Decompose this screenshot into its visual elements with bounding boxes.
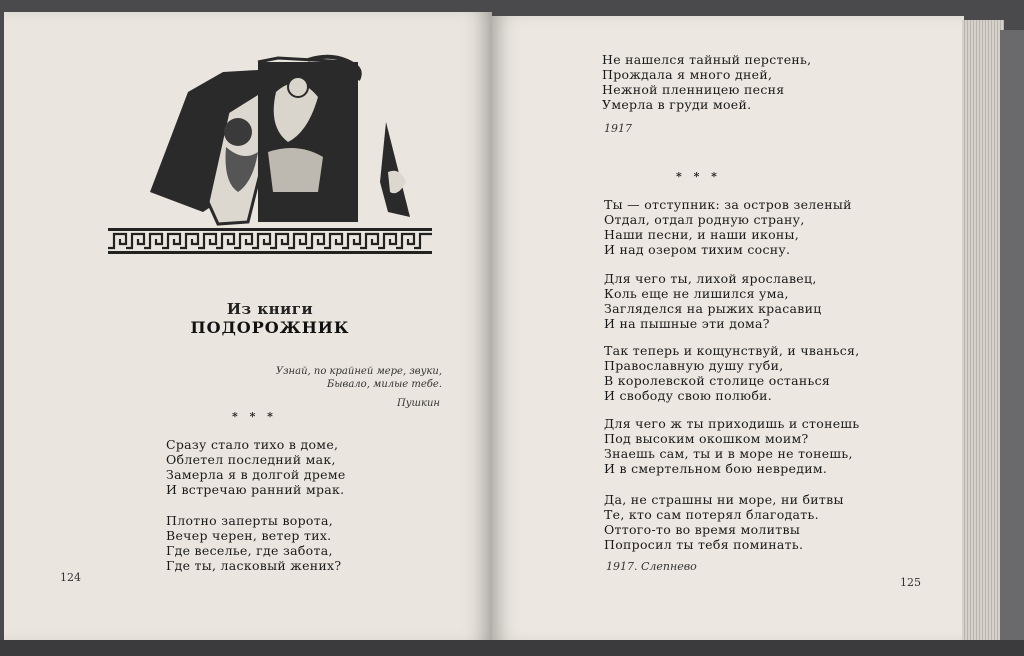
- verse-line: В королевской столице останься: [604, 373, 831, 388]
- stanza: [166, 513, 341, 573]
- verse-line: Сразу стало тихо в доме,: [166, 437, 339, 452]
- epigraph-line: Узнай, по крайней мере, звуки,: [275, 366, 442, 377]
- section-title: ПОДОРОЖНИК: [190, 318, 350, 337]
- verse-line: Коль еще не лишился ума,: [604, 286, 789, 301]
- verse-line: И над озером тихим сосну.: [604, 242, 791, 257]
- verse-line: И на пышные эти дома?: [604, 316, 770, 331]
- verse-line: Нежной пленницею песня: [602, 82, 785, 97]
- verse-line: Вечер черен, ветер тих.: [166, 528, 332, 543]
- section-label: Из книги: [226, 300, 314, 318]
- stanza: [604, 343, 860, 403]
- book-bottom-shadow: [0, 640, 1024, 656]
- epigraph-line: Бывало, милые тебе.: [327, 379, 442, 390]
- greek-key-border: [108, 228, 432, 254]
- verse-line: Ты — отступник: за остров зеленый: [604, 197, 852, 212]
- verse-line: И встречаю ранний мрак.: [166, 482, 345, 497]
- verse-line: Оттого-то во время молитвы: [604, 522, 801, 537]
- page-number-left: 124: [60, 571, 81, 584]
- verse-line: Да, не страшны ни море, ни битвы: [604, 492, 844, 507]
- verse-line: Облетел последний мак,: [166, 452, 336, 467]
- epigraph: [260, 365, 442, 391]
- stanza: [166, 437, 346, 497]
- verse-line: Умерла в груди моей.: [602, 97, 752, 112]
- verse-line: Плотно заперты ворота,: [166, 513, 333, 528]
- stanza: [604, 197, 852, 257]
- verse-line: Православную душу губи,: [604, 358, 784, 373]
- verse-line: Те, кто сам потерял благодать.: [604, 507, 819, 522]
- verse-line: Попросил ты тебя поминать.: [604, 537, 804, 552]
- verse-line: Отдал, отдал родную страну,: [604, 212, 805, 227]
- verse-line: Загляделся на рыжих красавиц: [604, 301, 822, 316]
- page-number-right: 125: [900, 576, 921, 589]
- verse-line: Замерла я в долгой дреме: [166, 467, 346, 482]
- verse-line: И свободу свою полюби.: [604, 388, 773, 403]
- stanza: [602, 52, 811, 112]
- verse-line: Под высоким окошком моим?: [604, 431, 809, 446]
- stanza: [604, 271, 822, 331]
- poem-date-place: 1917. Слепнево: [606, 560, 697, 573]
- verse-line: Так теперь и кощунствуй, и чванься,: [604, 343, 860, 358]
- verse-line: Для чего ж ты приходишь и стонешь: [604, 416, 860, 431]
- verse-line: Прождала я много дней,: [602, 67, 773, 82]
- verse-line: Для чего ты, лихой ярославец,: [604, 271, 817, 286]
- stanza: [604, 416, 859, 476]
- epigraph-author: Пушкин: [397, 398, 440, 409]
- verse-line: Не нашелся тайный перстень,: [602, 52, 812, 67]
- page-edges: [962, 20, 1004, 642]
- verse-line: И в смертельном бою невредим.: [604, 461, 828, 476]
- verse-line: Где ты, ласковый жених?: [166, 558, 342, 573]
- book-cover-edge: [1000, 30, 1024, 642]
- section-stars: * * *: [232, 410, 277, 423]
- verse-line: Где веселье, где забота,: [166, 543, 333, 558]
- poem-date: 1917: [604, 122, 632, 135]
- verse-line: Наши песни, и наши иконы,: [604, 227, 800, 242]
- decorative-illustration: [148, 52, 418, 227]
- section-stars: * * *: [676, 170, 721, 183]
- verse-line: Знаешь сам, ты и в море не тонешь,: [604, 446, 853, 461]
- stanza: [604, 492, 844, 552]
